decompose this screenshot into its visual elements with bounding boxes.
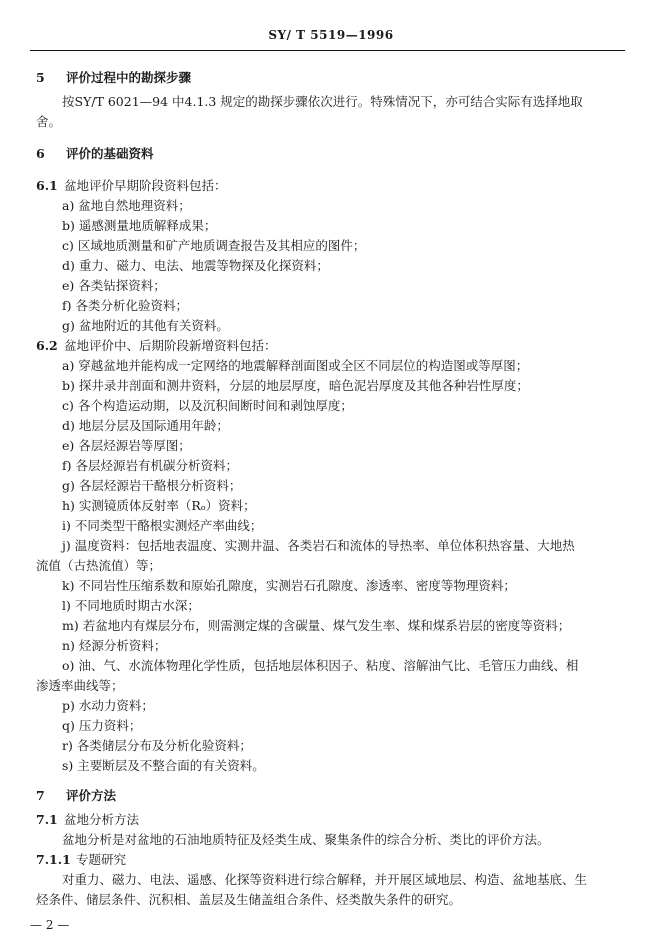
subsection-number: 7.1.1 <box>36 852 71 867</box>
subsection-number: 6.1 <box>36 178 58 193</box>
list-item: a) 盆地自然地理资料； <box>62 198 191 213</box>
list-item: o) 油、气、水流体物理化学性质，包括地层体积因子、粘度、溶解油气比、毛管压力曲线、相 <box>62 658 579 673</box>
list-item: p) 水动力资料； <box>62 698 154 713</box>
subsection-title: 专题研究 <box>76 852 127 867</box>
subsection-number: 6.2 <box>36 338 58 353</box>
subsection-7-1-1-heading <box>36 850 126 870</box>
list-item: b) 遥感测量地质解释成果； <box>62 218 217 233</box>
section-6-heading <box>36 144 154 164</box>
subsection-7-1-paragraph: 盆地分析是对盆地的石油地质特征及烃类生成、聚集条件的综合分析、类比的评价方法。 <box>62 832 550 847</box>
list-item: c) 区域地质测量和矿产地质调查报告及其相应的图件； <box>62 238 366 253</box>
list-item: d) 重力、磁力、电法、地震等物探及化探资料； <box>62 258 329 273</box>
section-title: 评价的基础资料 <box>66 146 154 161</box>
list-item: e) 各类钻探资料； <box>62 278 166 293</box>
list-item: n) 烃源分析资料； <box>62 638 167 653</box>
list-item: g) 盆地附近的其他有关资料。 <box>62 318 229 333</box>
section-5-paragraph-line-1: 按SY/T 6021—94 中4.1.3 规定的勘探步骤依次进行。特殊情况下，亦可结合实际有选择地取 <box>62 94 583 109</box>
list-item: c) 各个构造运动期，以及沉积间断时间和剥蚀厚度； <box>62 398 353 413</box>
list-item: q) 压力资料； <box>62 718 142 733</box>
section-number: 5 <box>36 70 45 85</box>
subsection-intro: 盆地评价早期阶段资料包括： <box>64 178 227 193</box>
subsection-7-1-heading <box>36 810 139 830</box>
list-item: s) 主要断层及不整合面的有关资料。 <box>62 758 265 773</box>
section-number: 6 <box>36 146 45 161</box>
subsection-7-1-1-paragraph-line-2: 烃条件、储层条件、沉积相、盖层及生储盖组合条件、烃类散失条件的研究。 <box>36 892 462 907</box>
list-item: m) 若盆地内有煤层分布，则需测定煤的含碳量、煤气发生率、煤和煤系岩层的密度等资料； <box>62 618 571 633</box>
standard-code-header: SY/ T 5519—1996 <box>268 28 394 42</box>
list-item: r) 各类储层分布及分析化验资料； <box>62 738 252 753</box>
section-5-paragraph-line-2: 舍。 <box>36 114 62 129</box>
subsection-intro: 盆地评价中、后期阶段新增资料包括： <box>64 338 277 353</box>
list-item: l) 不同地质时期古水深； <box>62 598 200 613</box>
subsection-number: 7.1 <box>36 812 58 827</box>
list-item: g) 各层烃源岩干酪根分析资料； <box>62 478 242 493</box>
list-item: e) 各层烃源岩等厚图； <box>62 438 191 453</box>
section-7-heading <box>36 786 116 806</box>
subsection-title: 盆地分析方法 <box>64 812 140 827</box>
section-5-heading <box>36 68 191 88</box>
list-item: h) 实测镜质体反射率（Rₒ）资料； <box>62 498 256 513</box>
page-number: — 2 — <box>30 918 70 932</box>
subsection-6-2-intro <box>36 336 277 356</box>
header-rule <box>30 50 625 51</box>
list-item: b) 探井录井剖面和测井资料，分层的地层厚度，暗色泥岩厚度及其他各种岩性厚度； <box>62 378 529 393</box>
list-item: k) 不同岩性压缩系数和原始孔隙度，实测岩石孔隙度、渗透率、密度等物理资料； <box>62 578 516 593</box>
list-item: f) 各类分析化验资料； <box>62 298 188 313</box>
list-item: i) 不同类型干酪根实测烃产率曲线； <box>62 518 263 533</box>
list-item: d) 地层分层及国际通用年龄； <box>62 418 229 433</box>
section-title: 评价方法 <box>66 788 117 803</box>
list-item-continuation: 渗透率曲线等； <box>36 678 124 693</box>
section-number: 7 <box>36 788 45 803</box>
list-item: j) 温度资料：包括地表温度、实测井温、各类岩石和流体的导热率、单位体积热容量、大地热 <box>62 538 575 553</box>
section-title: 评价过程中的勘探步骤 <box>66 70 192 85</box>
list-item-continuation: 流值（古热流值）等； <box>36 558 162 573</box>
subsection-7-1-1-paragraph-line-1: 对重力、磁力、电法、遥感、化探等资料进行综合解释，并开展区域地层、构造、盆地基底、生 <box>62 872 588 887</box>
list-item: f) 各层烃源岩有机碳分析资料； <box>62 458 238 473</box>
subsection-6-1-intro <box>36 176 227 196</box>
list-item: a) 穿越盆地并能构成一定网络的地震解释剖面图或全区不同层位的构造图或等厚图； <box>62 358 529 373</box>
